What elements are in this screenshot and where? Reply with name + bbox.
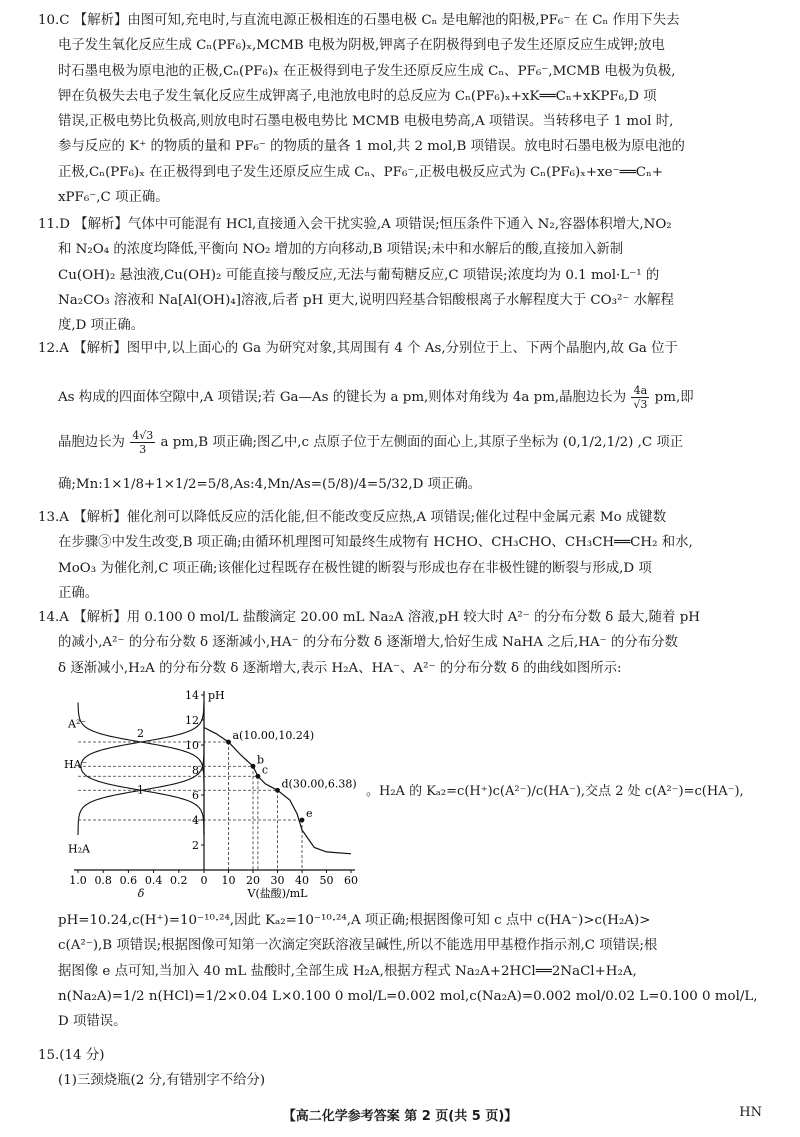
fraction-numerator: 4√3 [132, 429, 154, 442]
x-tick-label: 30 [270, 874, 285, 887]
data-point [226, 740, 231, 745]
x-tick-label: 50 [319, 874, 334, 887]
answer-q13 [38, 505, 773, 606]
data-point [251, 764, 256, 769]
q14-after-line: c(A²⁻),B 项错误;根据图像可知第一次滴定突跃溶液呈碱性,所以不能选用甲基橙作指示剂,C 项错误;根 [58, 938, 658, 954]
fraction-denominator: 3 [139, 443, 147, 456]
footer-page-info: 【高二化学参考答案 第 2 页(共 5 页)】 [282, 1109, 518, 1124]
delta-tick-label: 0.6 [119, 874, 138, 887]
y-tick-label: 2 [192, 839, 199, 852]
y-tick-label: 6 [192, 789, 199, 802]
answer-q11 [38, 212, 773, 338]
point-label: a(10.00,10.24) [232, 729, 315, 742]
q10-line: 参与反应的 K⁺ 的物质的量和 PF₆⁻ 的物质的量各 1 mol,共 2 mol,B 项错误。放电时石墨电极为原电池的 [58, 139, 685, 155]
q14-after-line: n(Na₂A)=1/2 n(HCl)=1/2×0.04 L×0.100 0 mol/L=0.002 mol,c(Na₂A)=0.002 mol/0.02 L=0.100 0 mol/L, [58, 988, 758, 1004]
answer-q12 [38, 336, 773, 361]
x-tick-label: 60 [344, 874, 358, 887]
q14-after-line: D 项错误。 [58, 1014, 127, 1030]
delta-tick-label: 0.8 [94, 874, 112, 887]
y-axis-label: pH [208, 689, 225, 702]
answer-q15 [38, 1043, 773, 1094]
q11-line: 11.D 【解析】气体中可能混有 HCl,直接通入会干扰实验,A 项错误;恒压条件下通入 N₂,容器体积增大,NO₂ [38, 217, 672, 232]
q13-line: 正确。 [58, 585, 99, 601]
data-point [275, 788, 280, 793]
q12-line2-tail: pm,即 [654, 390, 694, 405]
x-axis-label-delta: δ [137, 887, 145, 900]
point-label: b [257, 753, 265, 767]
delta-tick-label: 0.4 [144, 874, 163, 887]
q14-line: 的减小,A²⁻ 的分布分数 δ 逐渐减小,HA⁻ 的分布分数 δ 逐渐增大,恰好生成 NaHA 之后,HA⁻ 的分布分数 [58, 635, 678, 651]
q11-line: Cu(OH)₂ 悬浊液,Cu(OH)₂ 可能直接与酸反应,无法与葡萄糖反应,C 项错误;浓度均为 0.1 mol·L⁻¹ 的 [58, 267, 660, 283]
x-tick-label: 40 [295, 874, 309, 887]
intersection-label: 2 [137, 727, 144, 740]
chart-marks [78, 728, 357, 871]
q10-line: 钾在负极失去电子发生氧化反应生成钾离子,电池放电时的总反应为 Cₙ(PF₆)ₓ+xK══Cₙ+xKPF₆,D 项 [58, 88, 657, 104]
q12-line2-text: As 构成的四面体空隙中,A 项错误;若 Ga—As 的键长为 a pm,则体对角线为 4a pm,晶胞边长为 [58, 390, 627, 405]
chart-static [64, 689, 358, 900]
titration-chart [60, 675, 360, 905]
answer-q14 [38, 605, 773, 681]
fraction-4a-root3 [631, 384, 649, 411]
q12-line3 [58, 429, 683, 456]
footer-code: HN [739, 1105, 762, 1120]
delta-tick-label: 1.0 [69, 874, 87, 887]
q10-line: 时石墨电极为原电池的正极,Cₙ(PF₆)ₓ 在正极得到电子发生还原反应生成 Cₙ、PF₆⁻,MCMB 电极为负极, [58, 63, 676, 79]
q12-line4: 确;Mn:1×1/8+1×1/2=5/8,As:4,Mn/As=(5/8)/4=5/32,D 项正确。 [58, 477, 482, 492]
q11-line: 和 N₂O₄ 的浓度均降低,平衡向 NO₂ 增加的方向移动,B 项错误;未中和水解后的酸,直接加入新制 [58, 242, 624, 258]
q10-line: 错误,正极电势比负极高,则放电时石墨电极电势比 MCMB 电极电势高,A 项错误。当转移电子 1 mol 时, [58, 114, 674, 130]
y-tick-label: 4 [192, 814, 199, 827]
x-tick-label: 20 [246, 874, 260, 887]
data-point [256, 774, 261, 779]
y-tick-label: 12 [185, 714, 199, 727]
q12-line: 12.A 【解析】图甲中,以上面心的 Ga 为研究对象,其周围有 4 个 As,分别位于上、下两个晶胞内,故 Ga 位于 [38, 341, 678, 356]
answer-q14-continued [38, 908, 773, 1034]
series-label: H₂A [68, 842, 90, 856]
q11-line: 度,D 项正确。 [58, 318, 145, 334]
q14-line: δ 逐渐减小,H₂A 的分布分数 δ 逐渐增大,表示 H₂A、HA⁻、A²⁻ 的分布分数 δ 的曲线如图所示: [58, 660, 622, 676]
q14-after-line: pH=10.24,c(H⁺)=10⁻¹⁰·²⁴,因此 Kₐ₂=10⁻¹⁰·²⁴,A 项正确;根据图像可知 c 点中 c(HA⁻)>c(H₂A)> [58, 913, 651, 928]
q14-line: 14.A 【解析】用 0.100 0 mol/L 盐酸滴定 20.00 mL Na₂A 溶液,pH 较大时 A²⁻ 的分布分数 δ 最大,随着 pH [38, 610, 700, 625]
answer-q10 [38, 8, 773, 210]
point-label: c [261, 763, 269, 777]
fraction-4root3-over-3 [130, 429, 155, 456]
delta-tick-label: 0.2 [170, 874, 188, 887]
q10-line: 电子发生氧化反应生成 Cₙ(PF₆)ₓ,MCMB 电极为阴极,钾离子在阴极得到电子发生还原反应生成钾;放电 [58, 38, 665, 54]
point-label: d(30.00,6.38) [281, 777, 357, 791]
q10-line: xPF₆⁻,C 项正确。 [58, 190, 169, 206]
x-tick-label: 10 [221, 874, 236, 887]
series-label: HA⁻ [64, 758, 88, 772]
q13-line: 在步骤③中发生改变,B 项正确;由循环机理图可知最终生成物有 HCHO、CH₃CHO、CH₃CH══CH₂ 和水, [58, 535, 693, 551]
q15-title: 15.(14 分) [38, 1048, 105, 1063]
q11-line: Na₂CO₃ 溶液和 Na[Al(OH)₄]溶液,后者 pH 更大,说明四羟基合铝酸根离子水解程度大于 CO₃²⁻ 水解程 [58, 292, 674, 308]
q12-line2 [58, 384, 694, 411]
y-tick-label: 8 [192, 764, 199, 777]
series-label: A²⁻ [68, 717, 87, 731]
fraction-numerator: 4a [631, 384, 649, 398]
q12-line3-body: a pm,B 项正确;图乙中,c 点原子位于左侧面的面心上,其原子坐标为 [160, 435, 559, 450]
fraction-denominator: √3 [633, 398, 648, 411]
y-tick-label: 14 [185, 689, 199, 702]
q13-line: MoO₃ 为催化剂,C 项正确;该催化过程既存在极性键的断裂与形成也存在非极性键的断裂与形成,D 项 [58, 560, 652, 576]
point-label: e [306, 807, 313, 820]
q13-line: 13.A 【解析】催化剂可以降低反应的活化能,但不能改变反应热,A 项错误;催化过程中金属元素 Mo 成键数 [38, 510, 667, 525]
q14-after-line: 据图像 e 点可知,当加入 40 mL 盐酸时,全部生成 H₂A,根据方程式 Na₂A+2HCl══2NaCl+H₂A, [58, 963, 637, 979]
x-axis-label-volume: V(盐酸)/mL [247, 887, 308, 900]
q10-line: 正极,Cₙ(PF₆)ₓ 在正极得到电子发生还原反应生成 Cₙ、PF₆⁻,正极电极反应式为 Cₙ(PF₆)ₓ+xe⁻══Cₙ+ [58, 164, 664, 180]
q14-beside-chart: 。H₂A 的 Kₐ₂=c(H⁺)c(A²⁻)/c(HA⁻),交点 2 处 c(A²⁻)=c(HA⁻), [366, 784, 744, 799]
q12-coordinate: (0,1/2,1/2) [562, 435, 634, 450]
q12-line3-tail: ,C 项正 [637, 435, 684, 450]
x-tick-label: 0 [200, 874, 208, 887]
q15-sub1: (1)三颈烧瓶(2 分,有错别字不给分) [58, 1073, 266, 1089]
y-tick-label: 10 [185, 739, 199, 752]
data-point [300, 818, 305, 823]
q12-line3-text: 晶胞边长为 [58, 435, 125, 450]
intersection-label: 1 [137, 783, 144, 797]
q10-line: 10.C 【解析】由图可知,充电时,与直流电源正极相连的石墨电极 Cₙ 是电解池的阳极,PF₆⁻ 在 Cₙ 作用下失去 [38, 13, 680, 28]
